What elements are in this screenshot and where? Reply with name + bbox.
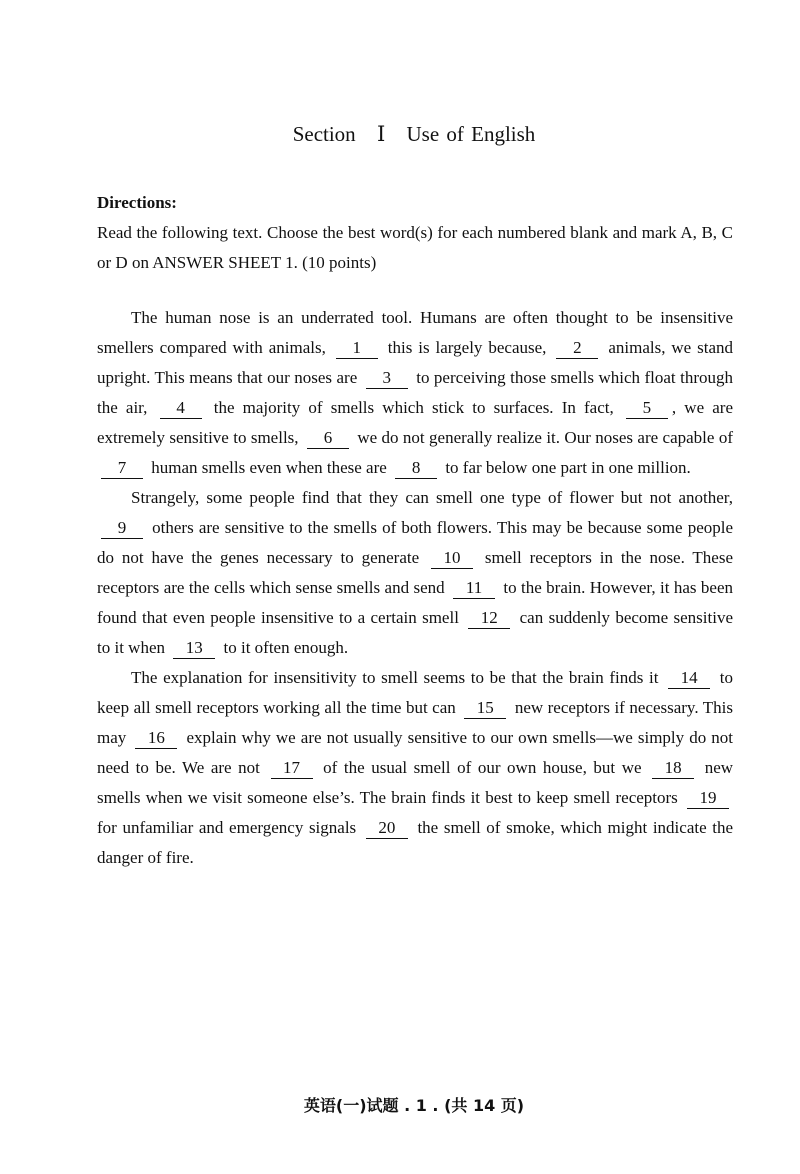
blank-9[interactable]: 9 (101, 518, 143, 539)
blank-13[interactable]: 13 (173, 638, 215, 659)
blank-5[interactable]: 5 (626, 398, 668, 419)
passage-text: to far below one part in one million. (445, 458, 691, 477)
blank-8[interactable]: 8 (395, 458, 437, 479)
blank-19[interactable]: 19 (687, 788, 729, 809)
passage-text: we do not generally realize it. Our noses are capable of (357, 428, 733, 447)
blank-11[interactable]: 11 (453, 578, 495, 599)
blank-15[interactable]: 15 (464, 698, 506, 719)
blank-12[interactable]: 12 (468, 608, 510, 629)
passage-text: human smells even when these are (151, 458, 387, 477)
section-title (0, 122, 800, 147)
passage-text: to it often enough. (223, 638, 349, 657)
directions-text: Read the following text. Choose the best word(s) for each numbered blank and mark A, B, C or D on ANSWER SHEET 1. (10 points) (97, 223, 733, 272)
passage-text: new receptors if necessary. This may (97, 698, 734, 747)
blank-1[interactable]: 1 (336, 338, 378, 359)
passage-text: this is largely because, (387, 338, 547, 357)
passage-text: Strangely, some people find that they can smell one type of flower but not another, (131, 488, 733, 507)
passage-text: to the brain. However, it has been found that even people insensitive to a certain smell (97, 578, 733, 627)
blank-2[interactable]: 2 (556, 338, 598, 359)
section-name: Use of English (406, 122, 536, 146)
passage-text: to perceiving those smells which float through the air, (97, 368, 733, 417)
blank-17[interactable]: 17 (271, 758, 313, 779)
passage-text: of the usual smell of our own house, but we (323, 758, 642, 777)
passage-paragraph (97, 483, 733, 663)
blank-10[interactable]: 10 (431, 548, 473, 569)
passage-text: the smell of smoke, which might indicate the danger of fire. (97, 818, 734, 867)
blank-18[interactable]: 18 (652, 758, 694, 779)
passage-text: The human nose is an underrated tool. Humans are often thought to be insensitive smellers compared with animals, (97, 308, 733, 357)
passage-text: the majority of smells which stick to surfaces. In fact, (213, 398, 614, 417)
passage-text: The explanation for insensitivity to smell seems to be that the brain finds it (131, 668, 659, 687)
blank-20[interactable]: 20 (366, 818, 408, 839)
blank-14[interactable]: 14 (668, 668, 710, 689)
passage-paragraph (97, 303, 733, 483)
blank-7[interactable]: 7 (101, 458, 143, 479)
section-label: Section (292, 122, 356, 146)
directions-label: Directions: (97, 193, 177, 212)
blank-3[interactable]: 3 (366, 368, 408, 389)
passage-text: can suddenly become sensitive to it when (97, 608, 734, 657)
passage-text: for unfamiliar and emergency signals (97, 818, 357, 837)
blank-16[interactable]: 16 (135, 728, 177, 749)
section-numeral: Ⅰ (376, 122, 386, 146)
passage-text: to keep all smell receptors working all the time but can (97, 668, 733, 717)
passage-paragraph (97, 663, 733, 873)
page-footer: 英语(一)试题 . 1 . (共 14 页) (303, 1096, 525, 1115)
passage-text: explain why we are not usually sensitive to our own smells—we simply do not need to be. We are not (97, 728, 734, 777)
passage-text: smell receptors in the nose. These receptors are the cells which sense smells and send (97, 548, 733, 597)
blank-6[interactable]: 6 (307, 428, 349, 449)
blank-4[interactable]: 4 (160, 398, 202, 419)
directions (97, 188, 733, 278)
passage-text: , we are extremely sensitive to smells, (97, 398, 734, 447)
passage-text: new smells when we visit someone else’s. The brain finds it best to keep smell receptors (97, 758, 734, 807)
passage-text: animals, we stand upright. This means that our noses are (97, 338, 734, 387)
passage (97, 303, 733, 873)
passage-text: others are sensitive to the smells of both flowers. This may be because some people do not have the genes necessary to generate (97, 518, 734, 567)
